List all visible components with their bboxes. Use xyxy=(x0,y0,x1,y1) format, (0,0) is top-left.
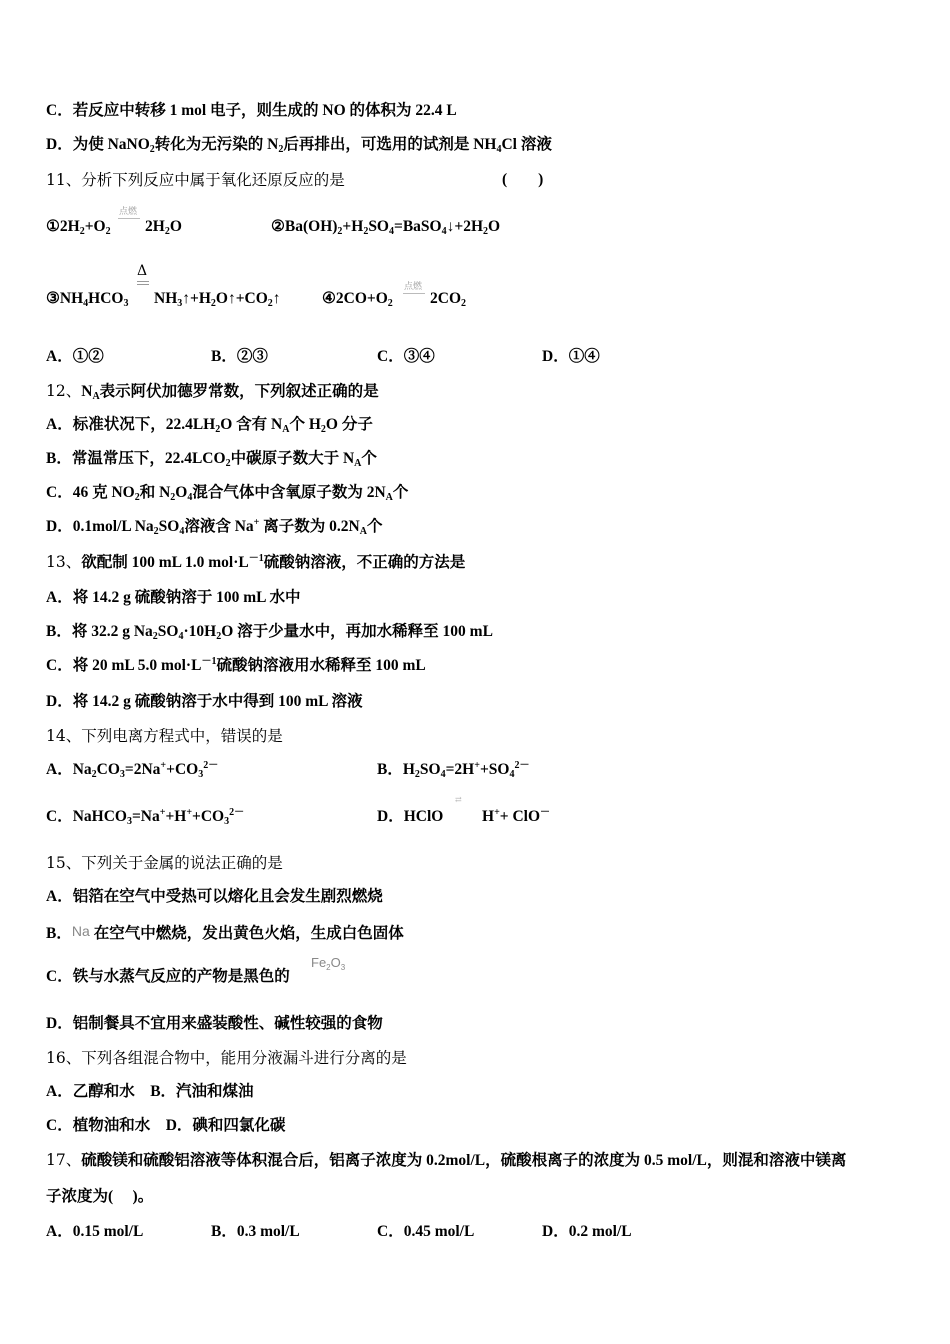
q17-stem-line1: 17、硫酸镁和硫酸铝溶液等体积混合后，铝离子浓度为 0.2mol/L，硫酸根离子的浓度为 0.5 mol/L，则混和溶液中镁离 xyxy=(46,1151,847,1169)
q12-option-a: A．标准状况下，$22.4LH_2O$ 含有 $N_A$个 $H_2O$ 分子 xyxy=(46,416,373,435)
condition-heat: Δ xyxy=(137,263,148,279)
q16-stem: 16、下列各组混合物中，能用分液漏斗进行分离的是 xyxy=(46,1049,407,1067)
q11-stem: 11、分析下列反应中属于氧化还原反应的是 xyxy=(46,171,345,189)
q17-option-c: C．0.45 mol/L xyxy=(377,1223,475,1240)
q12-stem: 12、$N_A$表示阿伏加德罗常数，下列叙述正确的是 xyxy=(46,382,379,402)
q15-option-c: C．铁与水蒸气反应的产物是黑色的 xyxy=(46,968,290,985)
q15-option-d: D．铝制餐具不宜用来盛装酸性、碱性较强的食物 xyxy=(46,1015,383,1032)
q12-option-d: D．0.1mol/L $Na_2SO_4$溶液含 Na+ 离子数为 $0.2N_A$个 xyxy=(46,517,383,537)
q17-option-d: D．0.2 mol/L xyxy=(542,1223,632,1240)
condition-line-3a xyxy=(137,281,149,282)
q13-option-c: C．将 20 mL 5.0 $mol\cdot L^{-1}$硫酸钠溶液用水稀释至 100 mL xyxy=(46,656,426,674)
condition-ignite-1: 点燃 xyxy=(119,207,138,217)
condition-line-4 xyxy=(403,293,425,294)
q11-reaction-2: $②Ba(OH)_2+H_2SO_4=BaSO_4↓+2H_2O$ xyxy=(271,218,501,237)
q11-reaction-1: $①2H_2+O_2$ xyxy=(46,218,111,237)
q14-option-d-product: H++ ClO－ xyxy=(482,807,551,825)
q14-option-c: C．$NaHCO_3=Na^++H^++CO_3^{2-}$ xyxy=(46,807,245,827)
q17-option-a: A．0.15 mol/L xyxy=(46,1223,144,1240)
condition-ignite-4: 点燃 xyxy=(404,282,423,292)
q14-stem: 14、下列电离方程式中，错误的是 xyxy=(46,727,283,745)
q10-option-c: C．若反应中转移 1 mol 电子，则生成的 NO 的体积为 22.4 L xyxy=(46,102,457,119)
q11-option-a: A．①② xyxy=(46,348,104,365)
q14-option-b: B．$H_2SO_4=2H^++SO_4^{2-}$ xyxy=(377,760,530,780)
q11-reaction-3-product: $NH_3↑+H_2O↑+CO_2↑$ xyxy=(154,290,281,309)
na-formula-image: Na xyxy=(71,923,90,939)
q13-option-b: B．将 32.2 g $Na_2SO_4\cdot 10H_2O$ 溶于少量水中，再加水稀释至 100 mL xyxy=(46,623,493,642)
q14-option-d: D．HClO xyxy=(377,808,444,825)
condition-line-1 xyxy=(118,218,140,219)
q11-option-b: B．②③ xyxy=(211,348,268,365)
q16-options-cd: C．植物油和水 D．碘和四氯化碳 xyxy=(46,1117,286,1134)
q10-option-d: D．为使 NaNO$_2$转化为无污染的 $N_2$后再排出，可选用的试剂是 $NH_4Cl$ 溶液 xyxy=(46,136,552,155)
q11-option-d: D．①④ xyxy=(542,348,600,365)
q15-stem: 15、下列关于金属的说法正确的是 xyxy=(46,854,283,872)
q11-answer-paren: ( ) xyxy=(502,171,544,188)
q11-reaction-4-product: $2CO_2$ xyxy=(430,290,466,309)
q13-option-a: A．将 14.2 g 硫酸钠溶于 100 mL 水中 xyxy=(46,589,301,606)
q12-option-b: B．常温常压下，$22.4LCO_2$中碳原子数大于 $N_A$个 xyxy=(46,450,377,469)
q11-reaction-4: $④2CO+O_2$ xyxy=(322,290,393,309)
q11-reaction-3: $③NH_4HCO_3$ xyxy=(46,290,129,309)
q17-stem-line2: 子浓度为( )。 xyxy=(46,1188,154,1205)
q16-options-ab: A．乙醇和水 B．汽油和煤油 xyxy=(46,1083,254,1100)
q11-option-c: C．③④ xyxy=(377,348,435,365)
q13-option-d: D．将 14.2 g 硫酸钠溶于水中得到 100 mL 溶液 xyxy=(46,693,363,710)
q15-option-a: A．铝箔在空气中受热可以熔化且会发生剧烈燃烧 xyxy=(46,888,383,905)
q14-option-a: A．$Na_2CO_3=2Na^++CO_3^{2-}$ xyxy=(46,760,219,780)
condition-line-3b xyxy=(137,284,149,285)
reversible-arrow-icon: ⇄ xyxy=(455,795,462,804)
q13-stem: 13、欲配制 100 mL 1.0 $mol\cdot L^{-1}$硫酸钠溶液，不正确的方法是 xyxy=(46,553,466,571)
fe2o3-formula-image: $Fe_2O_3$ xyxy=(311,955,346,972)
q12-option-c: C．46 克 $NO_2$和 $N_2O_4$混合气体中含氧原子数为 $2N_A$个 xyxy=(46,484,409,503)
q11-reaction-1-product: $2H_2O$ xyxy=(145,218,182,237)
q17-option-b: B．0.3 mol/L xyxy=(211,1223,300,1240)
q15-option-b: B．Na 在空气中燃烧，发出黄色火焰，生成白色固体 xyxy=(46,923,404,942)
